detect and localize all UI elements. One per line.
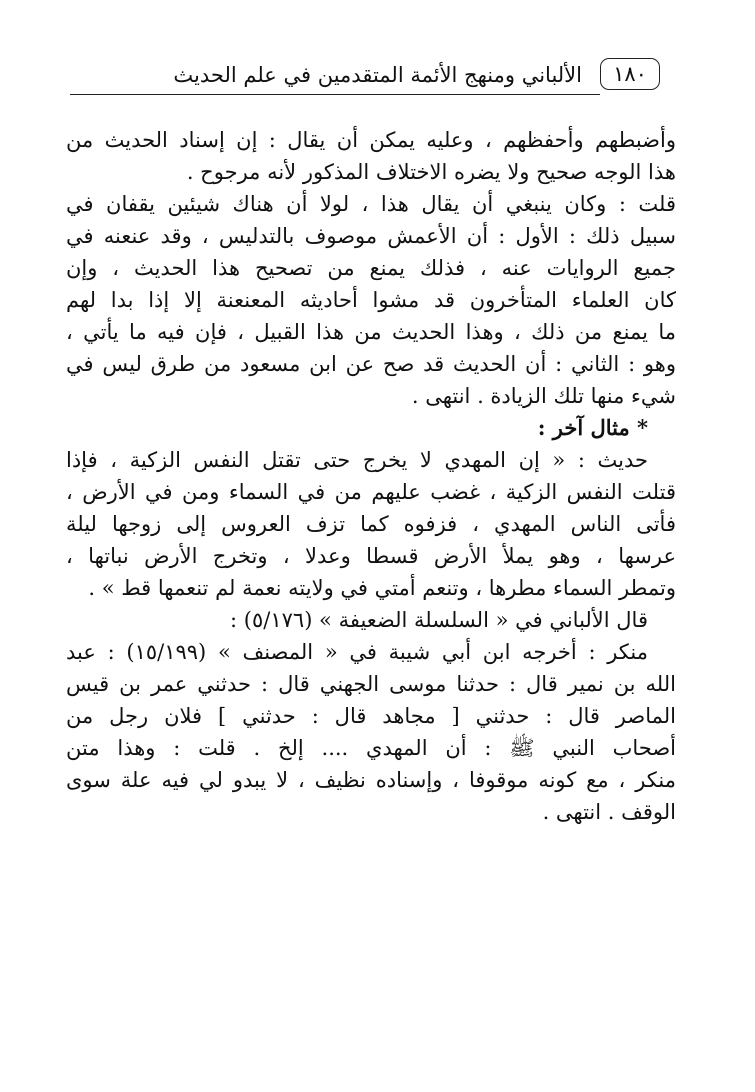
body-text	[66, 124, 676, 828]
text-line: كان العلماء المتأخرون قد مشوا أحاديثه المعنعنة إلا إذا بدا لهم	[66, 288, 676, 312]
text-line: قلت : وكان ينبغي أن يقال هذا ، لولا أن هناك شيئين يقفان في	[66, 192, 676, 216]
header-rule	[70, 94, 600, 95]
text-line: وهو : الثاني : أن الحديث قد صح عن ابن مسعود من طرق ليس في	[66, 352, 676, 376]
text-line: ما يمنع من ذلك ، وهذا الحديث من هذا القبيل ، فإن فيه ما يأتي ،	[66, 320, 676, 344]
page-number-box: ١٨٠	[600, 58, 660, 90]
text-line: قتلت النفس الزكية ، غضب عليهم من في السماء ومن في الأرض ،	[66, 480, 676, 504]
text-line: حديث : « إن المهدي لا يخرج حتى تقتل النفس الزكية ، فإذا	[66, 448, 648, 472]
text-line: وأضبطهم وأحفظهم ، وعليه يمكن أن يقال : إن إسناد الحديث من	[66, 128, 676, 152]
running-title: الألباني ومنهج الأئمة المتقدمين في علم الحديث	[173, 63, 582, 87]
text-line: فأتى الناس المهدي ، فزفوه كما تزف العروس إلى زوجها ليلة	[66, 512, 676, 536]
text-line: شيء منها تلك الزيادة . انتهى .	[411, 384, 676, 408]
text-line: الماصر قال : حدثني [ مجاهد قال : حدثني ] فلان رجل من	[66, 704, 676, 728]
text-line: الوقف . انتهى .	[542, 800, 676, 824]
text-line: عرسها ، وهو يملأ الأرض قسطا وعدلا ، وتخرج الأرض نباتها ،	[66, 544, 676, 568]
text-line: هذا الوجه صحيح ولا يضره الاختلاف المذكور لأنه مرجوح .	[186, 160, 676, 184]
text-line: قال الألباني في « السلسلة الضعيفة » (٥/١٧٦) :	[230, 608, 648, 632]
text-line: منكر ، مع كونه موقوفا ، وإسناده نظيف ، لا يبدو لي فيه علة سوى	[66, 768, 676, 792]
text-line: وتمطر السماء مطرها ، وتنعم أمتي في ولايته نعمة لم تنعمها قط » .	[88, 576, 676, 600]
text-line: أصحاب النبي ﷺ : أن المهدي .... إلخ . قلت : وهذا متن	[66, 736, 676, 760]
section-heading: * مثال آخر :	[537, 415, 648, 440]
page-header	[70, 58, 660, 96]
text-line: الله بن نمير قال : حدثنا موسى الجهني قال : حدثني عمر بن قيس	[66, 672, 676, 696]
text-line: سبيل ذلك : الأول : أن الأعمش موصوف بالتدليس ، وقد عنعنه في	[66, 224, 676, 248]
text-line: جميع الروايات عنه ، فذلك يمنع من تصحيح هذا الحديث ، وإن	[66, 256, 676, 280]
text-line: منكر : أخرجه ابن أبي شيبة في « المصنف » (١٥/١٩٩) : عبد	[66, 640, 648, 664]
